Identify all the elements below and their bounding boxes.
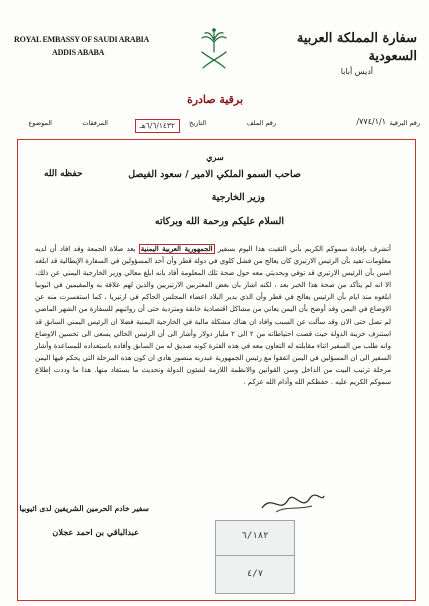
ref-number-value: ٧٧٤/١/١/ bbox=[356, 117, 386, 126]
body-text-start: أتشرف بإفادة سموكم الكريم بأني التقيت هذا اليوم بسفير bbox=[217, 245, 391, 253]
stamp-line-2: ٤/٧ bbox=[246, 569, 264, 579]
reference-line bbox=[8, 117, 424, 133]
cable-title: برقية صادرة bbox=[186, 93, 244, 106]
ref-number-label: رقم البرقية bbox=[389, 119, 420, 127]
honorific: حفظه الله bbox=[44, 169, 83, 179]
city-name-english: ADDIS ABABA bbox=[52, 48, 105, 57]
embassy-name-english: ROYAL EMBASSY OF SAUDI ARABIA bbox=[14, 35, 150, 44]
signature-title: سفير خادم الحرمين الشريفين لدى اثيوبيا bbox=[19, 504, 149, 513]
subject-label: الموضوع bbox=[28, 119, 52, 127]
stamp-line-1: ٦/١٨٢ bbox=[241, 531, 269, 541]
embassy-name-arabic: سفارة المملكة العربية السعودية bbox=[296, 31, 417, 64]
letterhead-english bbox=[14, 33, 154, 59]
highlighted-country: الجمهورية العربية اليمنية bbox=[140, 245, 213, 253]
registry-stamp bbox=[215, 520, 295, 594]
date-label: التاريخ bbox=[189, 119, 206, 127]
file-label: رقم الملف bbox=[246, 119, 276, 127]
handwritten-signature bbox=[258, 486, 328, 518]
letterhead-arabic bbox=[267, 30, 417, 78]
date-value: ٦/٦/١٤٣٢هـ bbox=[135, 119, 180, 133]
attachments-label: المرفقات bbox=[82, 119, 108, 127]
addressee: صاحب السمو الملكي الامير / سعود الفيصل bbox=[128, 169, 301, 180]
body-text-rest: بعد صلاة الجمعة وقد افاد أن لديه معلومات تفيد بأن الرئيس الارتيري كان يعالج من فشل كلوي في دولة قطر وأن أحد المسؤولين في السفارة الإيطالية قد ابلغه امس بأن الرئيس الارتيري قد توفي وبحديثي معه حول صحة تلك المعلومة أفاد بانه ابلغ معالي وزير الخارجية اليمني عن ذلك، الا انه لم يتأكد من صحة هذا الخبر بعد ، لكنه اشار بان بعض المغتربين الارتيريين والذين لهم علاقة به والمقيمين في اثيوبيا ابلغوه منذ ايام بأن الرئيس يعالج في قطر وأن الذي يدير البلاد اعضاء المجلس الحاكم في ارتيريا ، كما استفسرت منه عن الاوضاع في اليمن وقد أوضح بأن اليمن يعاني من مشاكل اقتصادية خانقة ومتردية حتى أن رواتبهم للسفارة من الشهر الماضي لم تصل حتى الان وقد سألت عن السبب وافاد ان هناك مشكلة مالية في الخارجية اليمنية فضلا ان الرئيس اليمني السابق قد استنزف خزينة الدولة حيث قصت احتياطاته من ٢ الى ٢ مليار دولار وأشار الى أن الرئيس الحالي يسعى الى تحسين الاوضاع وانه طلب من السفير اثناء مقابلته له التعاون معه في هذه الفترة كونه صديق له من السابق وأفاده باستعداده للمساعدة وأشار السفير الى ان المسؤلين في اليمن اتفقوا مع رئيس الجمهورية عبدربه منصور هادي ان كون هذه المرحلة التي يحكم فيها اليمن مرحلة ترتيب البيت من الداخل وسن القوانين والانظمة اللازمة لشئون الدولة وتحديث ما يستفاد منها. هذا ما وددت إطلاع سموكم الكريم عليه . حفظكم الله وأدام الله عزكم . bbox=[35, 245, 391, 387]
signature-name: عبدالباقي بن احمد عجلان bbox=[52, 527, 139, 537]
greeting: السلام عليكم ورحمة الله وبركاته bbox=[154, 216, 284, 227]
addressee-title: وزير الخارجية bbox=[211, 192, 265, 203]
saudi-emblem-icon bbox=[199, 24, 229, 74]
city-name-arabic: أديس أبابا bbox=[340, 67, 373, 76]
classification: سري bbox=[206, 152, 224, 162]
letter-body bbox=[35, 243, 391, 388]
